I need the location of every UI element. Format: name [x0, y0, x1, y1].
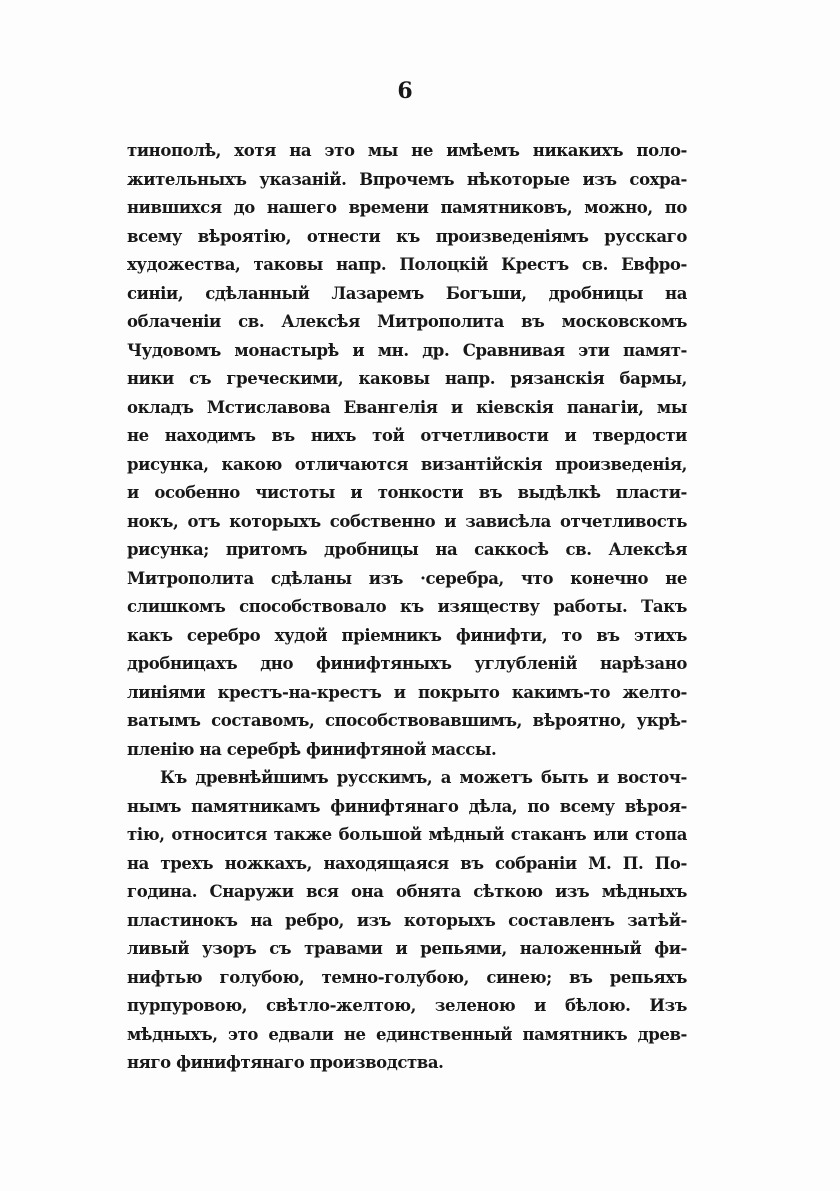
text-line: рисунка, какою отличаются византійскія произведенія,	[127, 454, 687, 474]
text-line: нымъ памятникамъ финифтянаго дѣла, по всему вѣроя-	[127, 796, 687, 816]
text-line: не находимъ въ нихъ той отчетливости и твердости	[127, 426, 687, 445]
text-line: пленію на серебрѣ финифтяной массы.	[127, 739, 497, 759]
text-line: нифтью голубою, темно-голубою, синею; въ репьяхъ	[127, 967, 687, 987]
text-line: ливый узоръ съ травами и репьями, наложенный фи-	[127, 939, 687, 958]
text-line: нокъ, отъ которыхъ собственно и зависѣла отчетливость	[127, 511, 687, 531]
text-line: облаченіи св. Алексѣя Митрополита въ московскомъ	[127, 312, 687, 331]
text-line: жительныхъ указаній. Впрочемъ нѣкоторые изъ сохра-	[127, 169, 687, 189]
page-text-block	[127, 137, 687, 1078]
text-line: всему вѣроятію, отнести къ произведеніямъ русскаго	[127, 226, 687, 246]
text-line: рисунка; притомъ дробницы на саккосѣ св. Алексѣя	[127, 540, 687, 559]
paragraph	[127, 764, 687, 1078]
text-line: Чудовомъ монастырѣ и мн. др. Сравнивая эти памят-	[127, 340, 687, 360]
text-line: дробницахъ дно финифтяныхъ углубленій нарѣзано	[127, 654, 687, 673]
text-line: нившихся до нашего времени памятниковъ, можно, по	[127, 198, 687, 217]
text-line: линіями крестъ-на-крестъ и покрыто какимъ-то желто-	[127, 682, 687, 702]
paragraph	[127, 137, 687, 764]
text-line: синіи, сдѣланный Лазаремъ Богъши, дробницы на	[127, 283, 687, 303]
text-line: пурпуровою, свѣтло-желтою, зеленою и бѣлою. Изъ	[127, 996, 687, 1015]
text-line: тію, относится также большой мѣдный стаканъ или стопа	[127, 825, 687, 844]
text-line: Митрополита сдѣланы изъ ·серебра, что конечно не	[127, 568, 687, 588]
page-number: 6	[397, 78, 413, 104]
text-line: Къ древнѣйшимъ русскимъ, а можетъ быть и восточ-	[160, 768, 687, 787]
text-line: година. Снаружи вся она обнята сѣткою изъ мѣдныхъ	[127, 882, 687, 901]
text-line: на трехъ ножкахъ, находящаяся въ собраніи М. П. По-	[127, 853, 687, 873]
text-line: окладъ Мстиславова Евангелія и кіевскія панагіи, мы	[127, 397, 687, 417]
text-line: тинополѣ, хотя на это мы не имѣемъ никакихъ поло-	[127, 141, 687, 160]
text-line: и особенно чистоты и тонкости въ выдѣлкѣ пласти-	[127, 483, 687, 502]
text-line: слишкомъ способствовало къ изяществу работы. Такъ	[127, 597, 687, 616]
text-line: мѣдныхъ, это едвали не единственный памятникъ древ-	[127, 1024, 687, 1044]
text-line: ватымъ составомъ, способствовавшимъ, вѣроятно, укрѣ-	[127, 711, 687, 730]
text-line: художества, таковы напр. Полоцкій Крестъ св. Евфро-	[127, 255, 687, 274]
text-line: пластинокъ на ребро, изъ которыхъ составленъ затѣй-	[127, 910, 687, 930]
text-line: какъ серебро худой пріемникъ финифти, то въ этихъ	[127, 625, 687, 645]
text-line: няго финифтянаго производства.	[127, 1053, 444, 1072]
text-line: ники съ греческими, каковы напр. рязанскія бармы,	[127, 369, 687, 388]
